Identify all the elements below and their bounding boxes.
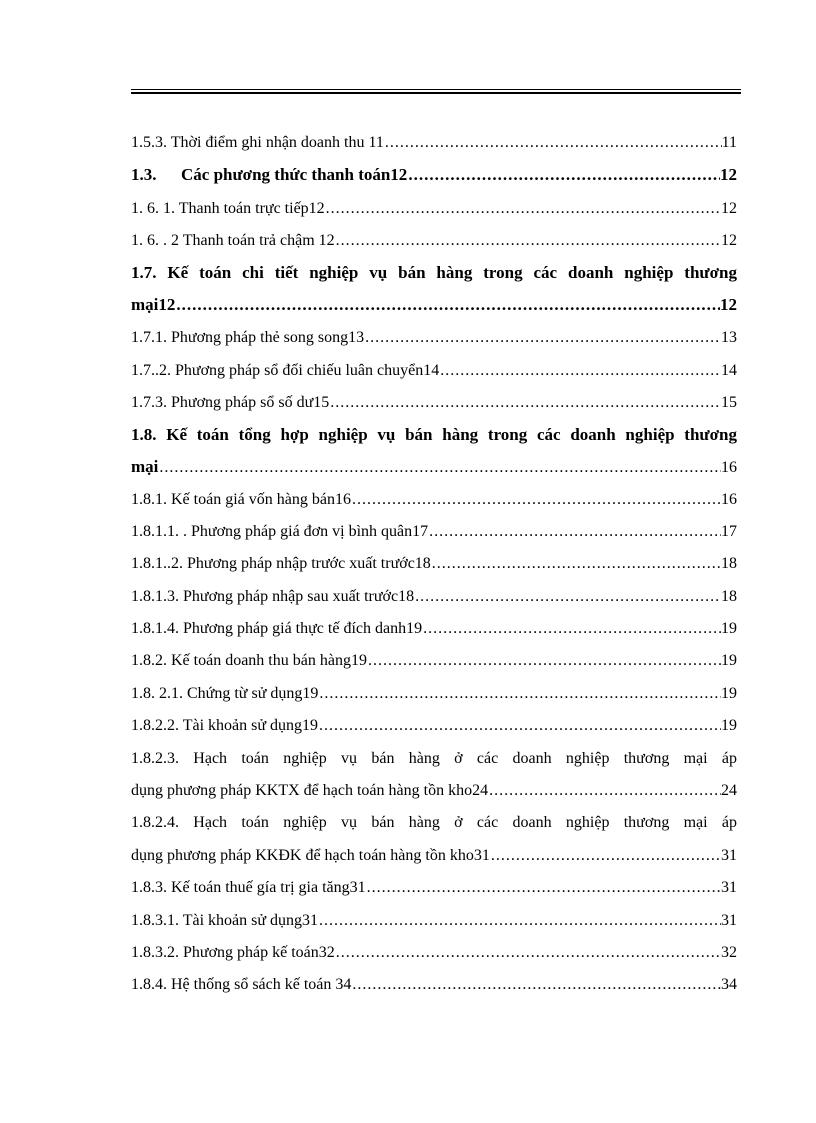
toc-entry-title: 1.8.1.3. Phương pháp nhập sau xuất trước18 bbox=[131, 588, 415, 605]
header-rule-thick bbox=[131, 92, 741, 94]
toc-entry-title: 1.8.1.4. Phương pháp giá thực tế đích danh19 bbox=[131, 620, 423, 637]
toc-page-number: 14 bbox=[721, 362, 737, 379]
toc-entry-title-line: 1.7. Kế toán chi tiết nghiệp vụ bán hàng trong các doanh nghiệp thương bbox=[131, 263, 737, 282]
toc-page-number: 19 bbox=[721, 652, 737, 669]
toc-dot-leader bbox=[384, 133, 722, 153]
toc-dot-leader bbox=[431, 554, 721, 574]
toc-entry-title: mại12 bbox=[131, 295, 176, 314]
toc-dot-leader bbox=[329, 393, 721, 413]
toc-page-number: 31 bbox=[721, 912, 737, 929]
toc-page-number: 12 bbox=[720, 295, 737, 314]
toc-dot-leader bbox=[439, 361, 721, 381]
toc-page-number: 31 bbox=[721, 847, 737, 864]
toc-dot-leader bbox=[318, 911, 721, 931]
toc-entry-title-line: 1.8.2.4. Hạch toán nghiệp vụ bán hàng ở các doanh nghiệp thương mại áp bbox=[131, 814, 737, 831]
toc-page-number: 12 bbox=[721, 232, 737, 249]
toc-page-number: 15 bbox=[721, 394, 737, 411]
toc-page-number: 13 bbox=[721, 329, 737, 346]
toc-dot-leader bbox=[325, 199, 721, 219]
toc-page-number: 19 bbox=[721, 717, 737, 734]
toc-dot-leader bbox=[422, 619, 721, 639]
toc-entry-title: 1.7.1. Phương pháp thẻ song song13 bbox=[131, 329, 365, 346]
toc-dot-leader bbox=[318, 684, 721, 704]
toc-dot-leader bbox=[175, 295, 720, 315]
toc-dot-leader bbox=[158, 458, 721, 478]
toc-page-number: 16 bbox=[721, 491, 737, 508]
toc-entry-title: 1.8.3.2. Phương pháp kế toán32 bbox=[131, 944, 335, 961]
toc-page-number: 24 bbox=[721, 782, 737, 799]
toc-dot-leader bbox=[367, 651, 721, 671]
toc-dot-leader bbox=[335, 943, 721, 963]
toc-entry-title: dụng phương pháp KKĐK để hạch toán hàng tồn kho31 bbox=[131, 847, 490, 864]
toc-dot-leader bbox=[335, 231, 721, 251]
toc-entry-title: 1. 6. 1. Thanh toán trực tiếp12 bbox=[131, 200, 325, 217]
toc-entry-title: 1.8.3.1. Tài khoản sử dụng31 bbox=[131, 912, 319, 929]
toc-entry-title: 1.8.2. Kế toán doanh thu bán hàng19 bbox=[131, 652, 367, 669]
toc-page-number: 17 bbox=[721, 523, 737, 540]
toc-dot-leader bbox=[366, 878, 721, 898]
toc-entry-title: 1.8.1..2. Phương pháp nhập trước xuất trước18 bbox=[131, 555, 431, 572]
toc-page-number: 11 bbox=[721, 134, 737, 151]
toc-page-number: 18 bbox=[721, 555, 737, 572]
toc-entry-title: 1.8.1.1. . Phương pháp giá đơn vị bình quân17 bbox=[131, 523, 429, 540]
toc-entry-title: dụng phương pháp KKTX để hạch toán hàng tồn kho24 bbox=[131, 782, 489, 799]
toc-page-number: 18 bbox=[721, 588, 737, 605]
toc-dot-leader bbox=[318, 716, 721, 736]
toc-entry-title-line: 1.8. Kế toán tổng hợp nghiệp vụ bán hàng trong các doanh nghiệp thương bbox=[131, 425, 737, 444]
toc-dot-leader bbox=[364, 328, 721, 348]
toc-dot-leader bbox=[490, 846, 721, 866]
toc-page-number: 12 bbox=[721, 200, 737, 217]
toc-dot-leader bbox=[488, 781, 721, 801]
toc-entry-title: 1.8.1. Kế toán giá vốn hàng bán16 bbox=[131, 491, 351, 508]
toc-entry-title: 1.7..2. Phương pháp sổ đối chiếu luân chuyển14 bbox=[131, 362, 440, 379]
toc-dot-leader bbox=[351, 975, 721, 995]
toc-page-number: 12 bbox=[720, 165, 737, 184]
header-rule-thin bbox=[131, 89, 741, 90]
toc-page-number: 19 bbox=[721, 685, 737, 702]
toc-entry-title: 1.7.3. Phương pháp sổ số dư15 bbox=[131, 394, 330, 411]
toc-page-number: 34 bbox=[721, 976, 737, 993]
toc-dot-leader bbox=[351, 490, 721, 510]
toc-entry-title: 1.8.3. Kế toán thuế gía trị gia tăng31 bbox=[131, 879, 366, 896]
toc-entry-title: 1. 6. . 2 Thanh toán trả chậm 12 bbox=[131, 232, 335, 249]
toc-dot-leader bbox=[428, 522, 721, 542]
toc-entry-title: 1.5.3. Thời điểm ghi nhận doanh thu 11 bbox=[131, 134, 384, 151]
toc-entry-title: Các phương thức thanh toán12 bbox=[181, 165, 408, 184]
toc-page-number: 32 bbox=[721, 944, 737, 961]
toc-page-number: 16 bbox=[721, 459, 737, 476]
toc-dot-leader bbox=[407, 165, 720, 185]
toc-page-number: 31 bbox=[721, 879, 737, 896]
toc-entry-number: 1.3. bbox=[131, 165, 157, 184]
toc-dot-leader bbox=[414, 587, 721, 607]
toc-entry-title: 1.8. 2.1. Chứng từ sử dụng19 bbox=[131, 685, 319, 702]
toc-page-number: 19 bbox=[721, 620, 737, 637]
toc-entry-title-line: 1.8.2.3. Hạch toán nghiệp vụ bán hàng ở các doanh nghiệp thương mại áp bbox=[131, 750, 737, 767]
toc-entry-title: mại bbox=[131, 457, 159, 476]
toc-entry-title: 1.8.2.2. Tài khoản sử dụng19 bbox=[131, 717, 319, 734]
toc-entry-title: 1.8.4. Hệ thống sổ sách kế toán 34 bbox=[131, 976, 352, 993]
